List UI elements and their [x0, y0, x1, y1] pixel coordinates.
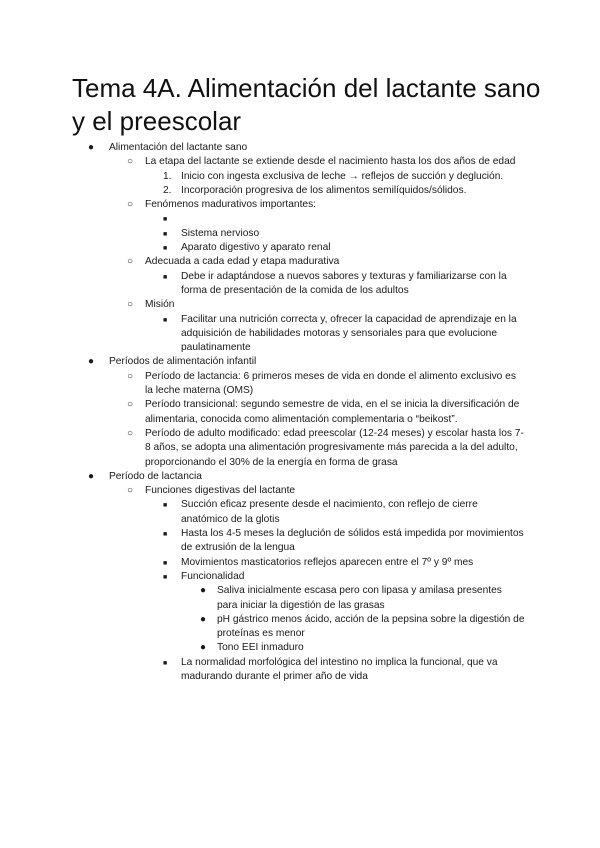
list-item-text: Sistema nervioso	[181, 227, 260, 239]
bullet-icon: ○	[127, 427, 134, 439]
list-item-text: Períodos de alimentación infantil	[109, 356, 257, 368]
list-item	[0, 198, 525, 212]
bullet-icon: ■	[163, 559, 168, 567]
bullet-icon: ■	[163, 502, 168, 510]
list-item	[0, 527, 525, 556]
bullet-icon: ○	[127, 299, 134, 311]
list-item-text: La etapa del lactante se extiende desde el nacimiento hasta los dos años de edad	[145, 156, 516, 168]
list-item	[0, 355, 525, 369]
outline-list	[0, 141, 600, 684]
list-item-text: Período transicional: segundo semestre de vida, en el se inicia la diversificación de alimentaria, conocida como alimentación complementaria o “beikost”.	[145, 399, 520, 425]
list-item	[0, 498, 525, 527]
list-item	[0, 270, 525, 299]
list-item-text: Inicio con ingesta exclusiva de leche → reflejos de succión y deglución.	[181, 170, 504, 182]
bullet-icon: ●	[200, 613, 207, 625]
list-item-text: Período de lactancia: 6 primeros meses de vida en donde el alimento exclusivo es la leche materna (OMS)	[145, 370, 516, 397]
bullet-icon: ○	[127, 256, 134, 268]
bullet-icon: ●	[200, 585, 207, 597]
list-item	[0, 141, 525, 155]
list-item	[0, 155, 525, 169]
bullet-icon: ■	[163, 659, 168, 667]
bullet-icon: ■	[163, 316, 168, 324]
list-item	[0, 313, 525, 356]
bullet-icon: ○	[127, 156, 134, 168]
list-item-text	[181, 212, 525, 226]
bullet-icon: ○	[127, 399, 134, 411]
list-item-text: Succión eficaz presente desde el nacimiento, con reflejo de cierre anatómico de la glotis	[181, 499, 478, 525]
list-item-text: Misión	[145, 299, 175, 311]
list-item-text: Período de adulto modificado: edad preescolar (12-24 meses) y escolar hasta los 7-8 años, se adopta una alimentación progresivamente más parecida a la del adulto, proporcionando el 30% de la energía en forma de grasa	[145, 427, 524, 468]
list-item-text: Saliva inicialmente escasa pero con lipasa y amilasa presentes para iniciar la digestión de las grasas	[217, 585, 502, 611]
bullet-icon: ●	[88, 470, 95, 482]
list-item	[0, 570, 525, 584]
list-item	[0, 427, 525, 470]
list-item-text: Funciones digestivas del lactante	[145, 485, 296, 497]
bullet-icon: ■	[163, 573, 168, 581]
list-item	[0, 398, 525, 427]
list-item	[0, 241, 525, 255]
list-item-text: Facilitar una nutrición correcta y, ofrecer la capacidad de aprendizaje en la adquisición de habilidades motoras y sensoriales para que evolucione paulatinamente	[181, 313, 517, 354]
list-item-text: Hasta los 4-5 meses la deglución de sólidos está impedida por movimientos de extrusión de la lengua	[181, 528, 524, 554]
list-item	[0, 255, 525, 269]
list-item-text: Debe ir adaptándose a nuevos sabores y texturas y familiarizarse con la forma de presentación de la comida de los adultos	[181, 270, 507, 296]
list-item	[0, 656, 525, 685]
list-item-text: Tono EEI inmaduro	[217, 642, 304, 654]
list-item-text: pH gástrico menos ácido, acción de la pepsina sobre la digestión de proteínas es menor	[217, 613, 525, 640]
list-item-text: Incorporación progresiva de los alimentos semilíquidos/sólidos.	[181, 184, 467, 196]
list-item-text: Movimientos masticatorios reflejos aparecen entre el 7º y 9º mes	[181, 556, 474, 568]
list-item	[0, 584, 525, 613]
list-item	[0, 613, 525, 642]
list-number: 1.	[163, 170, 172, 182]
list-item	[0, 298, 525, 312]
list-item	[0, 470, 525, 484]
list-item-text: Período de lactancia	[109, 470, 202, 482]
bullet-icon: ○	[127, 199, 134, 211]
list-item-text: Adecuada a cada edad y etapa madurativa	[145, 256, 340, 268]
bullet-icon: ●	[200, 642, 207, 654]
list-item	[0, 212, 525, 226]
bullet-icon: ■	[163, 216, 168, 224]
list-item-text: Funcionalidad	[181, 570, 245, 582]
list-item	[0, 184, 525, 198]
bullet-icon: ■	[163, 230, 168, 238]
list-item-text: Fenómenos madurativos importantes:	[145, 199, 317, 211]
bullet-icon: ○	[127, 370, 134, 382]
page-title: Tema 4A. Alimentación del lactante sano y el preescolar	[72, 73, 541, 136]
bullet-icon: ■	[163, 273, 168, 281]
list-item-text: Alimentación del lactante sano	[109, 142, 248, 153]
list-number: 2.	[163, 184, 172, 196]
list-item	[0, 170, 525, 184]
list-item-text: La normalidad morfológica del intestino no implica la funcional, que va madurando durante el primer año de vida	[181, 656, 498, 682]
list-item	[0, 370, 525, 399]
bullet-icon: ○	[127, 485, 134, 497]
bullet-icon: ■	[163, 531, 168, 539]
list-item	[0, 641, 525, 655]
bullet-icon: ■	[163, 245, 168, 253]
list-item-text: Aparato digestivo y aparato renal	[181, 242, 331, 254]
bullet-icon: ●	[88, 142, 95, 153]
list-item	[0, 227, 525, 241]
list-item	[0, 556, 525, 570]
bullet-icon: ●	[88, 356, 95, 368]
list-item	[0, 484, 525, 498]
